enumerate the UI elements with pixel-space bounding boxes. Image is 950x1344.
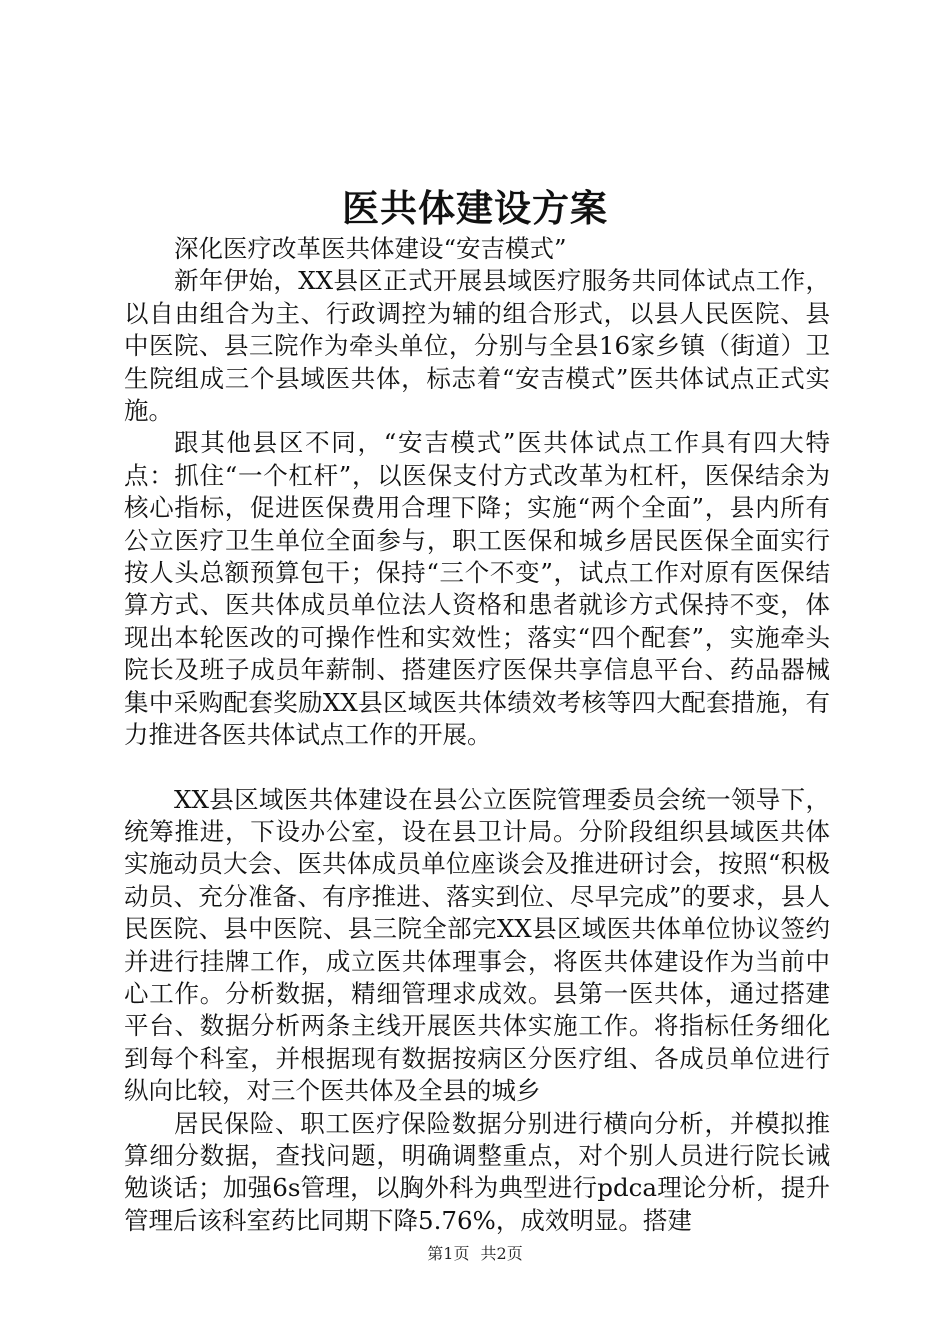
paragraph-implementation: XX县区域医共体建设在县公立医院管理委员会统一领导下，统筹推进，下设办公室，设在县卫计局。分阶段组织县域医共体实施动员大会、医共体成员单位座谈会及推进研讨会，按照“积极动员、充分准备、有序推进、落实到位、尽早完成”的要求，县人民医院、县中医院、县三院全部完XX县区域医共体单位协议签约并进行挂牌工作，成立医共体理事会，将医共体建设作为当前中心工作。分析数据，精细管理求成效。县第一医共体，通过搭建平台、数据分析两条主线开展医共体实施工作。将指标任务细化到每个科室，并根据现有数据按病区分医疗组、各成员单位进行纵向比较，对三个医共体及全县的城乡: [124, 784, 830, 1106]
paragraph-features: 跟其他县区不同，“安吉模式”医共体试点工作具有四大特点：抓住“一个杠杆”，以医保支付方式改革为杠杆，医保结余为核心指标，促进医保费用合理下降；实施“两个全面”，县内所有公立医疗卫生单位全面参与，职工医保和城乡居民医保全面实行按人头总额预算包干；保持“三个不变”，试点工作对原有医保结算方式、医共体成员单位法人资格和患者就诊方式保持不变，体现出本轮医改的可操作性和实效性；落实“四个配套”，实施牵头院长及班子成员年薪制、搭建医疗医保共享信息平台、药品器械集中采购配套奖励XX县区域医共体绩效考核等四大配套措施，有力推进各医共体试点工作的开展。: [124, 428, 830, 750]
document-body: [124, 233, 830, 1237]
paragraph-analysis: 居民保险、职工医疗保险数据分别进行横向分析，并模拟推算细分数据，查找问题，明确调整重点，对个别人员进行院长诫勉谈话；加强6s管理，以胸外科为典型进行pdca理论分析，提升管理后该科室药比同期下降5.76%，成效明显。搭建: [124, 1108, 830, 1235]
page-total: 共2页: [480, 1244, 523, 1263]
document-title: 医共体建设方案: [342, 186, 608, 230]
paragraph-intro: 新年伊始，XX县区正式开展县域医疗服务共同体试点工作，以自由组合为主、行政调控为辅的组合形式，以县人民医院、县中医院、县三院作为牵头单位，分别与全县16家乡镇（街道）卫生院组成三个县域医共体，标志着“安吉模式”医共体试点正式实施。: [124, 266, 830, 426]
paragraph-subtitle: 深化医疗改革医共体建设“安吉模式”: [174, 234, 567, 263]
page-number: 第1页: [427, 1244, 470, 1263]
page-footer: [0, 1244, 950, 1264]
